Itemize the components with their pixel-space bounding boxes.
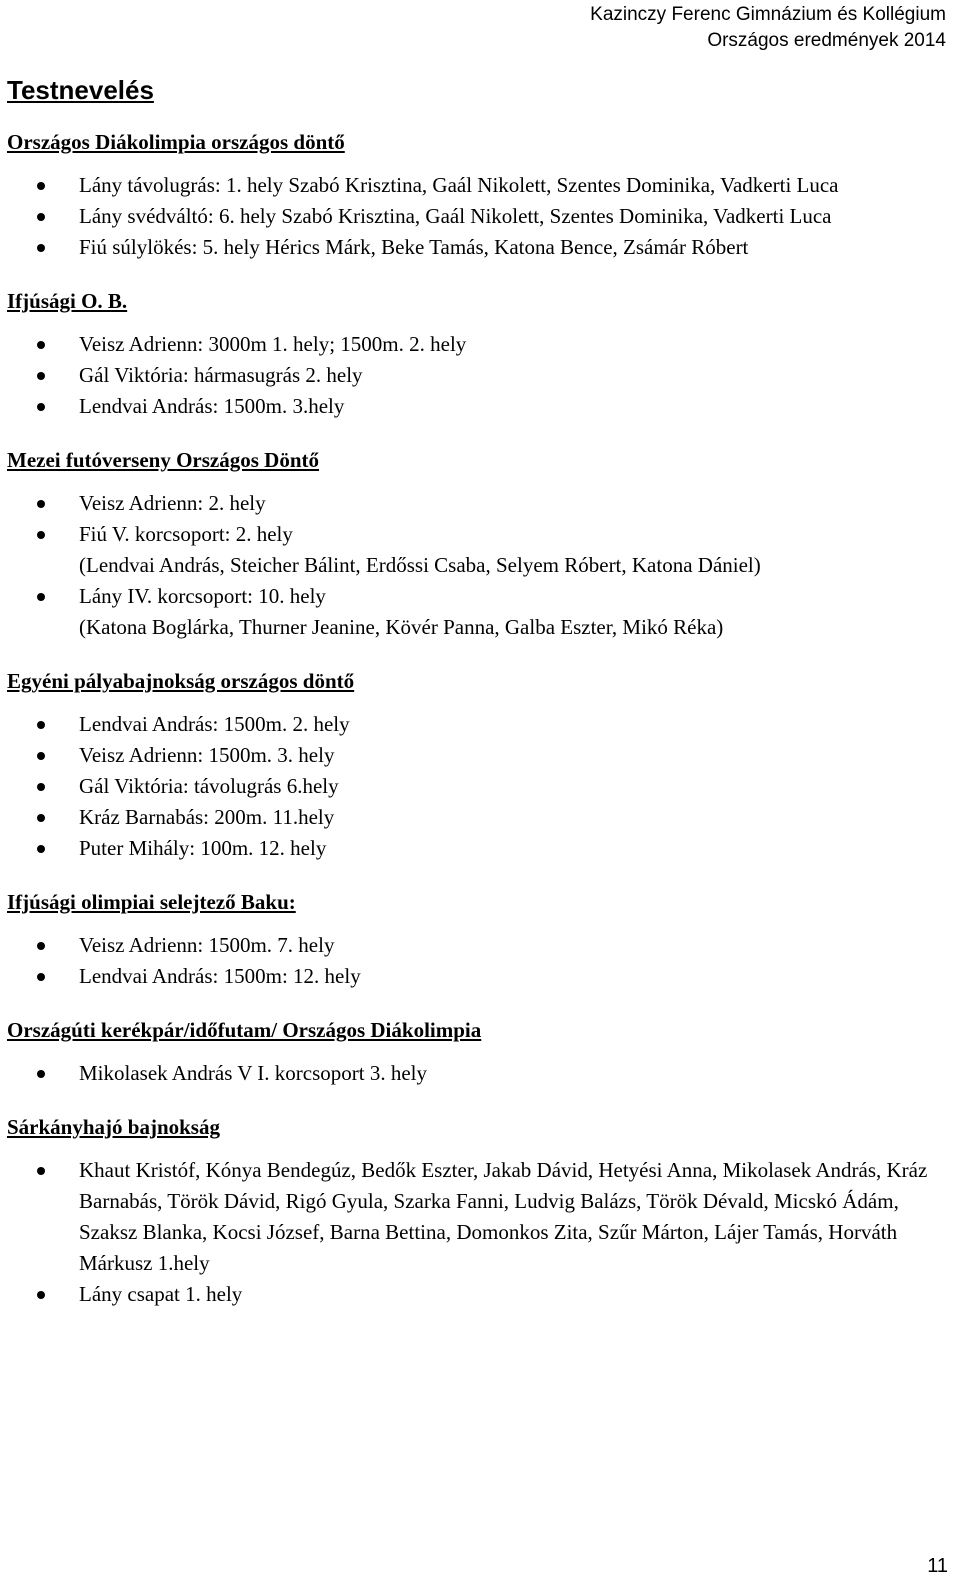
result-list (7, 488, 952, 643)
list-item (7, 1279, 952, 1310)
section-heading: Mezei futóverseny Országos Döntő (7, 448, 320, 472)
list-item (7, 519, 952, 581)
section-heading: Egyéni pályabajnokság országos döntő (7, 669, 355, 693)
list-item-text: Lány IV. korcsoport: 10. hely (79, 584, 326, 608)
bullet-icon (37, 1291, 45, 1299)
list-item-text: Veisz Adrienn: 3000m 1. hely; 1500m. 2. hely (79, 332, 467, 356)
bullet-icon (37, 372, 45, 380)
bullet-icon (37, 403, 45, 411)
header-school: Kazinczy Ferenc Gimnázium és Kollégium (590, 4, 946, 25)
list-item-text: Fiú V. korcsoport: 2. hely (79, 522, 293, 546)
section-heading: Országos Diákolimpia országos döntő (7, 130, 345, 154)
bullet-icon (37, 531, 45, 539)
result-list (7, 1058, 952, 1089)
list-item-members: (Katona Boglárka, Thurner Jeanine, Kövér Panna, Galba Eszter, Mikó Réka) (79, 615, 724, 639)
list-item-text: Gál Viktória: távolugrás 6.hely (79, 774, 339, 798)
bullet-icon (37, 213, 45, 221)
list-item-text: Veisz Adrienn: 1500m. 3. hely (79, 743, 335, 767)
page-title: Testnevelés (7, 75, 154, 105)
list-item (7, 488, 952, 519)
page-header (590, 2, 946, 54)
list-item-members: (Lendvai András, Steicher Bálint, Erdőssi Csaba, Selyem Róbert, Katona Dániel) (79, 553, 761, 577)
list-item (7, 709, 952, 740)
section-heading: Ifjúsági olimpiai selejtező Baku: (7, 890, 296, 914)
list-item (7, 930, 952, 961)
list-item-text: Lány svédváltó: 6. hely Szabó Krisztina, Gaál Nikolett, Szentes Dominika, Vadkerti Luca (79, 204, 832, 228)
bullet-icon (37, 845, 45, 853)
list-item (7, 170, 952, 201)
list-item-text: Mikolasek András V I. korcsoport 3. hely (79, 1061, 428, 1085)
bullet-icon (37, 593, 45, 601)
section-heading: Ifjúsági O. B. (7, 289, 128, 313)
result-list (7, 709, 952, 864)
list-item-text: Lány távolugrás: 1. hely Szabó Krisztina, Gaál Nikolett, Szentes Dominika, Vadkerti Luca (79, 173, 839, 197)
list-item-text: Fiú súlylökés: 5. hely Hérics Márk, Beke Tamás, Katona Bence, Zsámár Róbert (79, 235, 749, 259)
header-subtitle: Országos eredmények 2014 (707, 30, 946, 51)
list-item-text: Lány csapat 1. hely (79, 1282, 243, 1306)
bullet-icon (37, 942, 45, 950)
page-number: 11 (927, 1555, 948, 1577)
section-heading: Sárkányhajó bajnokság (7, 1115, 220, 1139)
list-item-text: Lendvai András: 1500m. 3.hely (79, 394, 345, 418)
result-list (7, 1155, 952, 1310)
bullet-icon (37, 1070, 45, 1078)
document-body (7, 128, 952, 1310)
list-item-text: Veisz Adrienn: 1500m. 7. hely (79, 933, 335, 957)
list-item-text: Veisz Adrienn: 2. hely (79, 491, 266, 515)
list-item-text: Gál Viktória: hármasugrás 2. hely (79, 363, 363, 387)
bullet-icon (37, 500, 45, 508)
result-list (7, 170, 952, 263)
section-heading: Országúti kerékpár/időfutam/ Országos Diákolimpia (7, 1018, 482, 1042)
list-item-text: Lendvai András: 1500m. 2. hely (79, 712, 350, 736)
list-item (7, 1155, 952, 1279)
list-item (7, 232, 952, 263)
bullet-icon (37, 752, 45, 760)
list-item (7, 802, 952, 833)
list-item (7, 771, 952, 802)
result-list (7, 329, 952, 422)
list-item (7, 391, 952, 422)
list-item (7, 961, 952, 992)
list-item-text: Khaut Kristóf, Kónya Bendegúz, Bedők Eszter, Jakab Dávid, Hetyési Anna, Mikolasek András, Kráz Barnabás, Török Dávid, Rigó Gyula, Szarka Fanni, Ludvig Balázs, Török Dévald, Micskó Ádám, Szaksz Blanka, Kocsi József, Barna Bettina, Domonkos Zita, Szűr Márton, Lájer Tamás, Horváth Márkusz 1.hely (79, 1158, 928, 1275)
bullet-icon (37, 1167, 45, 1175)
bullet-icon (37, 341, 45, 349)
list-item (7, 329, 952, 360)
bullet-icon (37, 973, 45, 981)
bullet-icon (37, 244, 45, 252)
bullet-icon (37, 182, 45, 190)
list-item (7, 201, 952, 232)
list-item (7, 833, 952, 864)
result-list (7, 930, 952, 992)
list-item (7, 740, 952, 771)
bullet-icon (37, 814, 45, 822)
bullet-icon (37, 783, 45, 791)
list-item (7, 360, 952, 391)
bullet-icon (37, 721, 45, 729)
list-item (7, 1058, 952, 1089)
list-item (7, 581, 952, 643)
list-item-text: Puter Mihály: 100m. 12. hely (79, 836, 327, 860)
list-item-text: Lendvai András: 1500m: 12. hely (79, 964, 361, 988)
list-item-text: Kráz Barnabás: 200m. 11.hely (79, 805, 335, 829)
